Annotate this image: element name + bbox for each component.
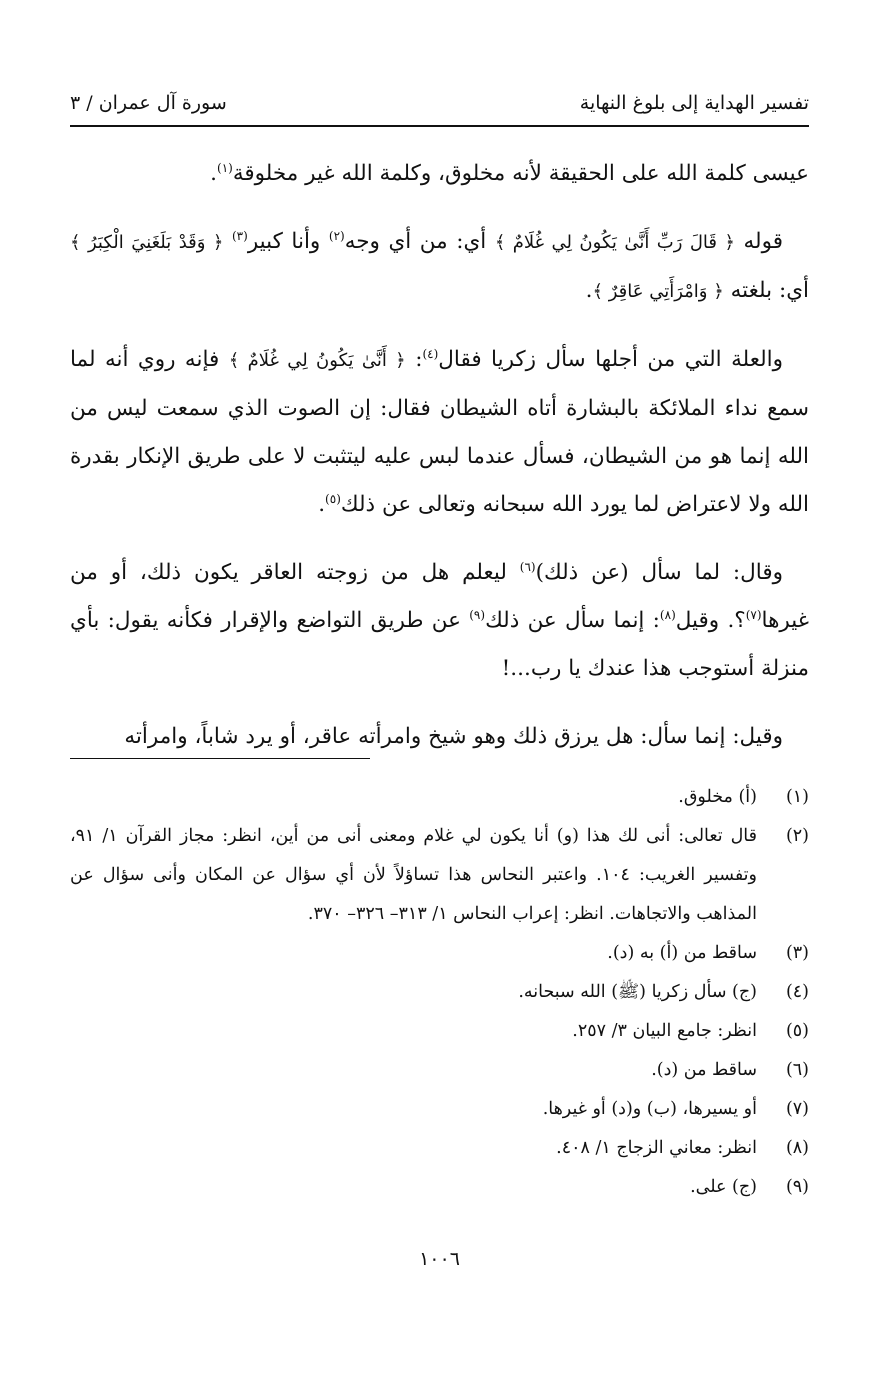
footnote-ref-5: (٥) [325, 491, 341, 506]
running-header [70, 92, 809, 122]
header-book-title: تفسير الهداية إلى بلوغ النهاية [579, 92, 809, 114]
footnote-ref-9: (٩) [469, 607, 486, 622]
main-text [70, 150, 809, 781]
header-surah: سورة آل عمران / ٣ [70, 92, 227, 114]
footnote: (٨) انظر: معاني الزجاج ١/ ٤٠٨. [556, 1138, 809, 1158]
quran-quote: ﴿ وَامْرَأَتِي عَاقِرٌ ﴾ [592, 281, 724, 302]
quran-quote: ﴿ قَالَ رَبِّ أَنَّىٰ يَكُونُ لِي غُلَامٌ ﴾ [494, 232, 735, 253]
footnote: (٩) (ج) على. [690, 1177, 809, 1197]
paragraph-2: قوله ﴿ قَالَ رَبِّ أَنَّىٰ يَكُونُ لِي غُلَامٌ ﴾ أي: من أي وجه$^{(٢)}$ وأنا كبير$^{(٣)}$ ﴿ وَقَدْ بَلَغَنِيَ الْكِبَرُ ﴾ أي: بلغته ﴿ وَامْرَأَتِي عَاقِرٌ ﴾. [70, 228, 809, 303]
footnote-separator [70, 758, 370, 759]
footnote: (٦) ساقط من (د). [651, 1060, 809, 1080]
page-number: ١٠٠٦ [419, 1248, 460, 1270]
footnote-ref-3: (٣) [231, 228, 248, 243]
quran-quote: ﴿ وَقَدْ بَلَغَنِيَ الْكِبَرُ ﴾ [70, 232, 224, 253]
footnote: (٤) (ج) سأل زكريا (ﷺ) الله سبحانه. [518, 982, 809, 1002]
paragraph-4: وقال: لما سأل (عن ذلك)$^{(٦)}$ ليعلم هل من زوجته العاقر يكون ذلك، أو من غيرها$^{(٧)}$؟. وقيل$^{(٨)}$: إنما سأل عن ذلك$^{(٩)}$ عن طريق التواضع والإقرار فكأنه يقول: بأي منزلة أستوجب هذا عندك يا رب...! [70, 559, 809, 681]
header-rule [70, 125, 809, 127]
page [70, 0, 809, 1379]
footnote-ref-2: (٢) [328, 228, 345, 243]
footnote-ref-8: (٨) [659, 607, 676, 622]
footnote: (٢) قال تعالى: أنى لك هذا (و) أنا يكون لي غلام ومعنى أنى من أين، انظر: مجاز القرآن ١/ ٩١، وتفسير الغريب: ١٠٤. واعتبر النحاس هذا تساؤلاً لأن أي سؤال عن المكان وأنى سؤال عن المذاهب والاتجاهات. انظر: إعراب النحاس ١/ ٣١٣– ٣٢٦– ٣٧٠. [70, 826, 809, 924]
footnote: (١) (أ) مخلوق. [678, 787, 809, 807]
paragraph-5: وقيل: إنما سأل: هل يرزق ذلك وهو شيخ وامرأته عاقر، أو يرد شاباً، وامرأته [124, 724, 783, 749]
footnote: (٧) أو يسيرها، (ب) و(د) أو غيرها. [542, 1099, 809, 1119]
footnote: (٥) انظر: جامع البيان ٣/ ٢٥٧. [572, 1021, 809, 1041]
quran-quote: ﴿ أَنَّىٰ يَكُونُ لِي غُلَامٌ ﴾ [228, 350, 406, 371]
footnotes [70, 778, 809, 1207]
footnote-ref-4: (٤) [422, 346, 439, 361]
paragraph-1: عيسى كلمة الله على الحقيقة لأنه مخلوق، وكلمة الله غير مخلوقة$^{(١)}$. [210, 160, 809, 186]
footnote: (٣) ساقط من (أ) به (د). [607, 943, 809, 963]
footnote-ref-1: (١) [217, 160, 233, 175]
footnote-ref-6: (٦) [519, 559, 536, 574]
paragraph-3: والعلة التي من أجلها سأل زكريا فقال$^{(٤)}$: ﴿ أَنَّىٰ يَكُونُ لِي غُلَامٌ ﴾ فإنه روي أنه لما سمع نداء الملائكة بالبشارة أتاه الشيطان فقال: إن الصوت الذي سمعت ليس من الله إنما هو من الشيطان، فسأل عندما لبس عليه ليتثبت لا على طريق الإنكار بقدرة الله ولا لاعتراض لما يورد الله سبحانه وتعالى عن ذلك$^{(٥)}$. [70, 346, 809, 517]
footnote-ref-7: (٧) [745, 607, 762, 622]
